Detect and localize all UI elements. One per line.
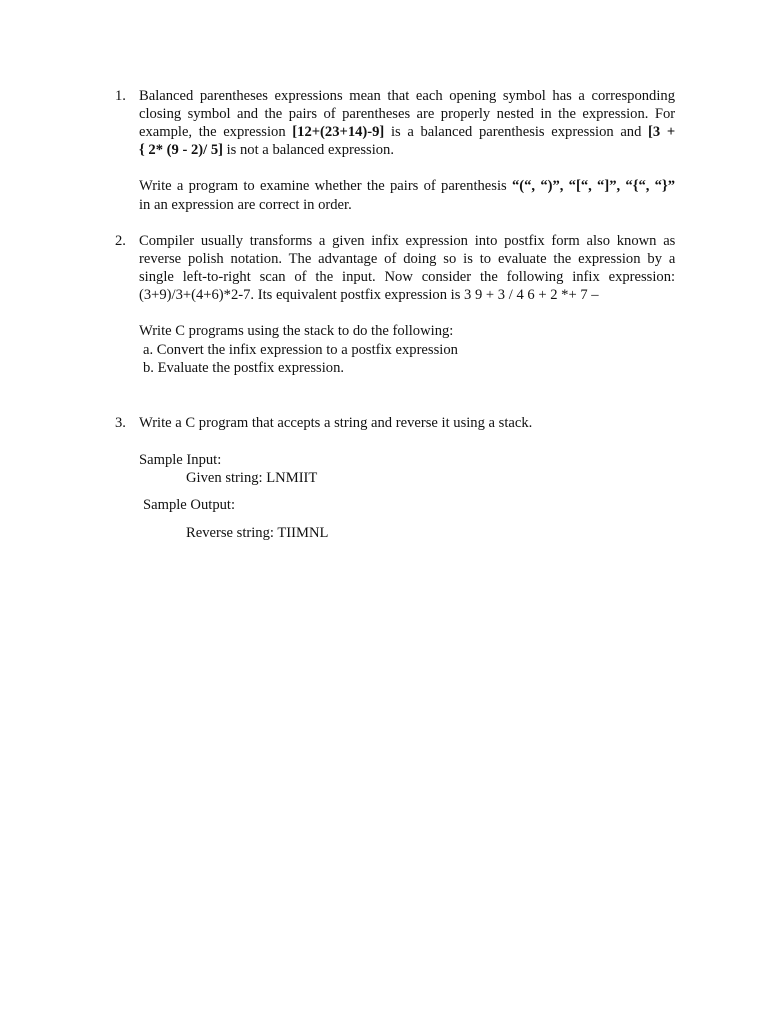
question-2-line: single left-to-right scan of the input. Now consider the following infix expression:	[139, 269, 676, 286]
question-1-line: Balanced parentheses expressions mean that each opening symbol has a corresponding	[139, 88, 675, 104]
unbalanced-expression-start: [3 +	[648, 124, 676, 141]
text-segment: is not a balanced expression.	[222, 142, 395, 159]
sample-output-label: Sample Output:	[143, 497, 236, 513]
spacer	[139, 159, 675, 177]
question-1-line-example	[139, 123, 675, 141]
question-3-line: Write a C program that accepts a string and reverse it using a stack.	[139, 415, 533, 431]
question-number: 3.	[115, 415, 126, 431]
parenthesis-symbols: “(“, “)”, “[“, “]”, “{“, “}”	[511, 178, 675, 195]
unbalanced-expression-end: { 2* (9 - 2)/ 5]	[139, 142, 223, 159]
question-1-body	[139, 87, 675, 214]
sample-input-value: Given string: LNMIIT	[186, 470, 318, 486]
question-2-line: reverse polish notation. The advantage of doing so is to evaluate the expression by a	[139, 251, 676, 268]
text-segment: Write a program to examine whether the pairs of parenthesis	[139, 178, 512, 195]
question-number: 1.	[115, 88, 126, 104]
question-1-task	[139, 177, 675, 195]
question-2-body	[139, 232, 675, 377]
question-2-line: (3+9)/3+(4+6)*2-7. Its equivalent postfix expression is 3 9 + 3 / 4 6 + 2 *+ 7 –	[139, 287, 599, 304]
question-1-line: in an expression are correct in order.	[139, 196, 352, 213]
question-1-line: closing symbol and the pairs of parentheses are properly nested in the expression. For	[139, 106, 676, 123]
balanced-expression: [12+(23+14)-9]	[292, 124, 385, 141]
text-segment: example, the expression	[139, 124, 293, 141]
spacer	[139, 304, 675, 322]
question-2-item-b: b. Evaluate the postfix expression.	[143, 359, 345, 376]
text-segment: is a balanced parenthesis expression and	[384, 124, 649, 141]
sample-input-label: Sample Input:	[139, 452, 222, 468]
question-2-item-a: a. Convert the infix expression to a postfix expression	[143, 341, 458, 358]
question-number: 2.	[115, 233, 126, 249]
question-2-task: Write C programs using the stack to do the following:	[139, 323, 454, 340]
sample-output-value: Reverse string: TIIMNL	[186, 525, 329, 541]
question-1-line	[139, 141, 675, 159]
question-2-line: Compiler usually transforms a given infix expression into postfix form also known as	[139, 233, 676, 249]
question-3-body	[139, 414, 675, 432]
